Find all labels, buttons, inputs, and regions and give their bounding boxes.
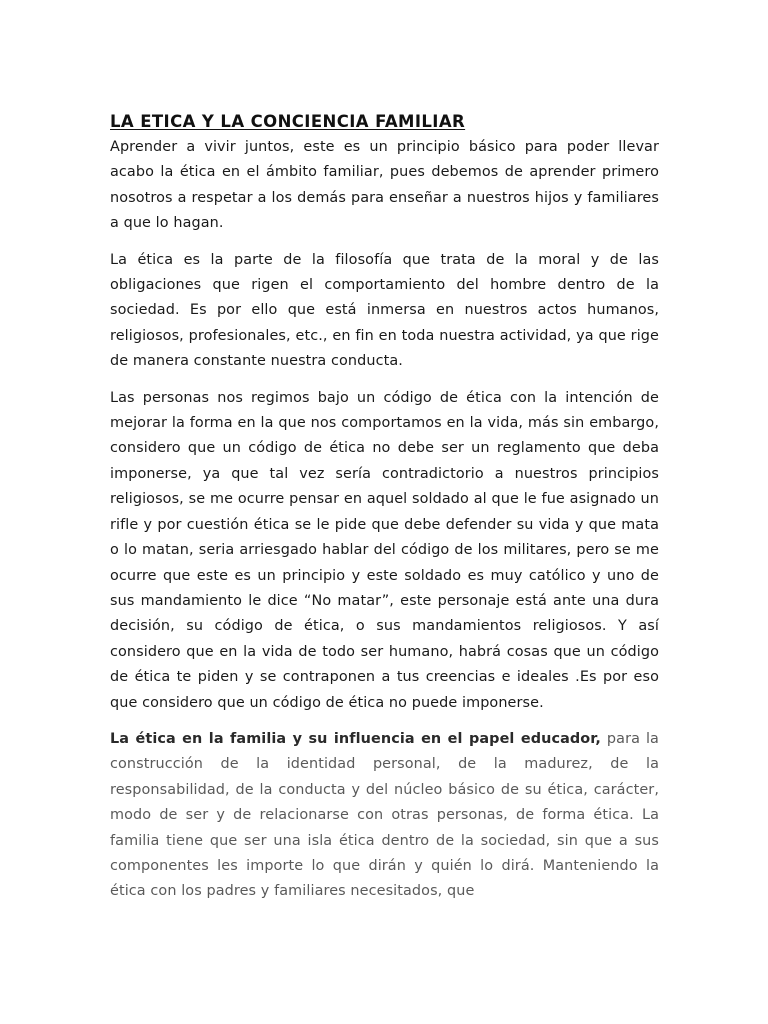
paragraph-1: Aprender a vivir juntos, este es un principio básico para poder llevar acabo la ética en el ámbito familiar, pues debemos de aprender primero nosotros a respetar a los demás para enseñar a nuestros hijos y familiares a que lo hagan.	[110, 139, 659, 232]
paragraph-4	[110, 727, 659, 905]
paragraph-3: Las personas nos regimos bajo un código de ética con la intención de mejorar la forma en la que nos comportamos en la vida, más sin embargo, considero que un código de ética no debe ser un reglamento que deba imponerse, ya que tal vez sería contradictorio a nuestros principios religiosos, se me ocurre pensar en aquel soldado al que le fue asignado un rifle y por cuestión ética se le pide que debe defender su vida y que mata o lo matan, seria arriesgado hablar del código de los militares, pero se me ocurre que este es un principio y este soldado es muy católico y uno de sus mandamiento le dice “No matar”, este personaje está ante una dura decisión, su código de ética, o sus mandamientos religiosos. Y así considero que en la vida de todo ser humano, habrá cosas que un código de ética te piden y se contraponen a tus creencias e ideales .Es por eso que considero que un código de ética no puede imponerse.	[110, 389, 659, 711]
document-page	[110, 110, 659, 905]
paragraph-4-text: para la construcción de la identidad personal, de la madurez, de la responsabilidad, de la conducta y del núcleo básico de su ética, carácter, modo de ser y de relacionarse con otras personas, de forma ética. La familia tiene que ser una isla ética dentro de la sociedad, sin que a sus componentes les importe lo que dirán y quién lo dirá. Manteniendo la ética con los padres y familiares necesitados, que	[110, 730, 659, 900]
paragraph-2: La ética es la parte de la filosofía que trata de la moral y de las obligaciones que rigen el comportamiento del hombre dentro de la sociedad. Es por ello que está inmersa en nuestros actos humanos, religiosos, profesionales, etc., en fin en toda nuestra actividad, ya que rige de manera constante nuestra conducta.	[110, 251, 659, 370]
paragraph-4-bold-lead: La ética en la familia y su influencia en el papel educador,	[110, 730, 601, 747]
document-title: LA ETICA Y LA CONCIENCIA FAMILIAR	[110, 112, 466, 131]
